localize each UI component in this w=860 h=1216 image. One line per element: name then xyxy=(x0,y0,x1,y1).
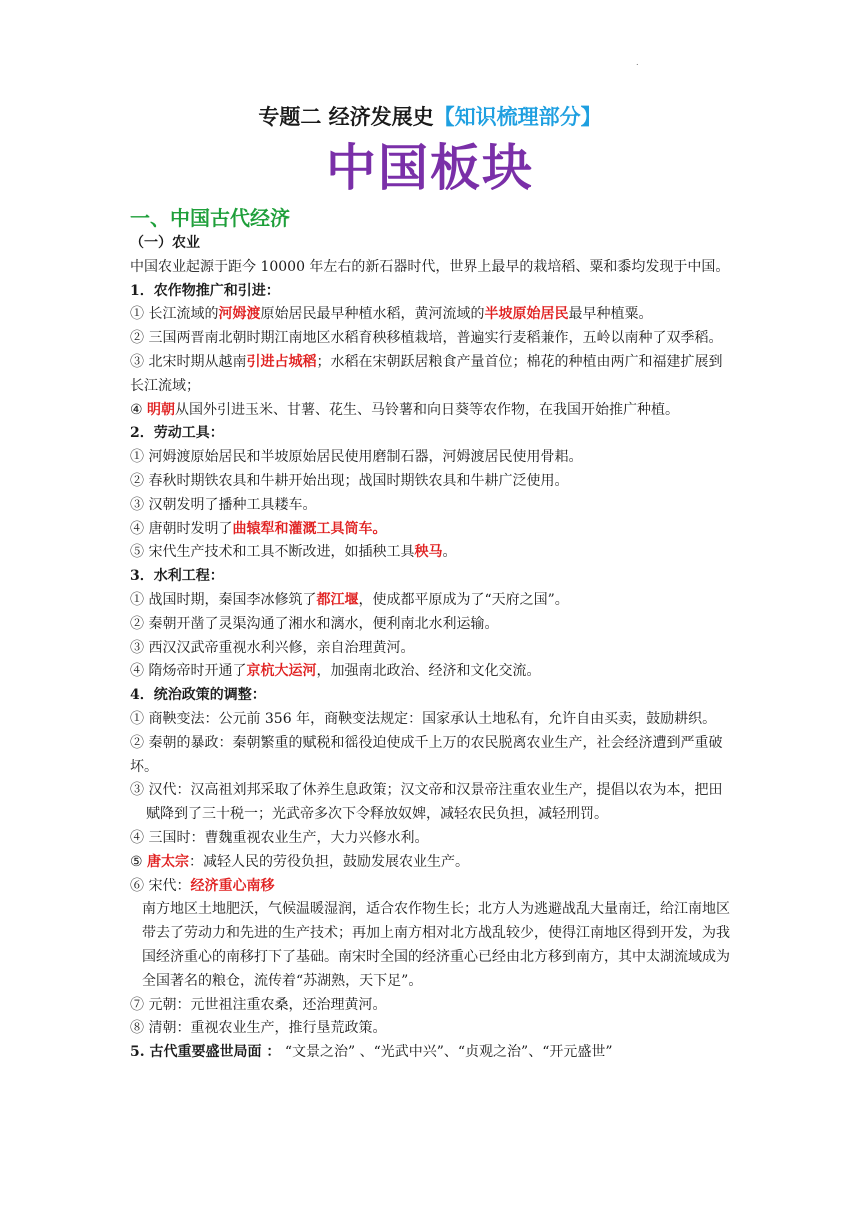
tools-item-1: ① 河姆渡原始居民和半坡原始居民使用磨制石器，河姆渡居民使用骨耜。 xyxy=(130,449,583,466)
policy-item-4: ④ 三国时：曹魏重视农业生产，大力兴修水利。 xyxy=(130,829,429,846)
subsection-heading: （一）农业 xyxy=(130,235,200,251)
crops-item-1: ① 长江流域的河姆渡原始居民最早种植水稻，黄河流域的半坡原始居民最早种植粟。 xyxy=(130,306,653,323)
heading-tools: 2．劳动工具： xyxy=(130,425,224,442)
heading-crops: 1．农作物推广和引进： xyxy=(130,282,280,299)
water-item-4: ④ 隋炀帝时开通了京杭大运河，加强南北政治、经济和文化交流。 xyxy=(130,663,541,680)
corner-dot: . xyxy=(636,58,639,67)
policy-item-8: ⑧ 清朝：重视农业生产，推行垦荒政策。 xyxy=(130,1020,387,1037)
big-title: 中国板块 xyxy=(326,139,534,197)
crops-item-3: ③ 北宋时期从越南引进占城稻；水稻在宋朝跃居粮食产量首位；棉花的种植由两广和福建扩展到长江流域； xyxy=(130,353,723,394)
tools-item-3: ③ 汉朝发明了播种工具耧车。 xyxy=(130,496,317,513)
policy-item-3: ③ 汉代：汉高祖刘邦采取了休养生息政策；汉文帝和汉景帝注重农业生产，提倡以农为本，把田赋降到了三十税一；光武帝多次下令释放奴婢，减轻农民负担，减轻刑罚。 xyxy=(130,782,723,823)
document-page xyxy=(130,100,730,1065)
title-main: 专题二 经济发展史 xyxy=(258,105,434,129)
policy-item-7: ⑦ 元朝：元世祖注重农桑，还治理黄河。 xyxy=(130,996,387,1013)
crops-item-4: ④ 明朝从国外引进玉米、甘薯、花生、马铃薯和向日葵等农作物，在我国开始推广种植。 xyxy=(130,401,680,418)
tools-item-5: ⑤ 宋代生产技术和工具不断改进，如插秧工具秧马。 xyxy=(130,544,457,561)
tools-item-2: ② 春秋时期铁农具和牛耕开始出现；战国时期铁农具和牛耕广泛使用。 xyxy=(130,472,569,489)
section-heading: 一、中国古代经济 xyxy=(130,206,290,230)
heading-policy: 4．统治政策的调整： xyxy=(130,687,266,704)
policy-item-2: ② 秦朝的暴政：秦朝繁重的赋税和徭役迫使成千上万的农民脱离农业生产，社会经济遭到严重破坏。 xyxy=(130,734,723,775)
document-title xyxy=(130,102,730,132)
heading-water: 3．水利工程： xyxy=(130,568,224,585)
policy-item-6-body: 南方地区土地肥沃，气候温暖湿润，适合农作物生长；北方人为逃避战乱大量南迁，给江南地区带去了劳动力和先进的生产技术；再加上南方相对北方战乱较少，使得江南地区得到开发，为我国经济重心的南移打下了基础。南宋时全国的经济重心已经由北方移到南方，其中太湖流域成为全国著名的粮仓，流传着“苏湖熟，天下足”。 xyxy=(142,901,730,989)
heading-golden-ages: 5. 古代重要盛世局面 ： “文景之治” 、“光武中兴”、“贞观之治”、“开元盛世” xyxy=(130,1044,613,1061)
crops-item-2: ② 三国两晋南北朝时期江南地区水稻育秧移植栽培，普遍实行麦稻兼作，五岭以南种了双季稻。 xyxy=(130,330,723,347)
policy-item-6: ⑥ 宋代：经济重心南移 xyxy=(130,877,275,894)
tools-item-4: ④ 唐朝时发明了曲辕犁和灌溉工具筒车。 xyxy=(130,520,387,537)
intro-paragraph: 中国农业起源于距今 10000 年左右的新石器时代，世界上最早的栽培稻、粟和黍均发现于中国。 xyxy=(130,258,730,275)
policy-item-5: ⑤ 唐太宗：减轻人民的劳役负担，鼓励发展农业生产。 xyxy=(130,853,470,870)
water-item-2: ② 秦朝开凿了灵渠沟通了湘水和漓水，便利南北水利运输。 xyxy=(130,615,499,632)
policy-item-1: ① 商鞅变法：公元前 356 年，商鞅变法规定：国家承认土地私有，允许自由买卖，鼓励耕织。 xyxy=(130,710,717,727)
water-item-1: ① 战国时期，秦国李冰修筑了都江堰，使成都平原成为了“天府之国”。 xyxy=(130,591,569,608)
title-accent: 【知识梳理部分】 xyxy=(433,105,602,129)
water-item-3: ③ 西汉汉武帝重视水利兴修，亲自治理黄河。 xyxy=(130,639,415,656)
